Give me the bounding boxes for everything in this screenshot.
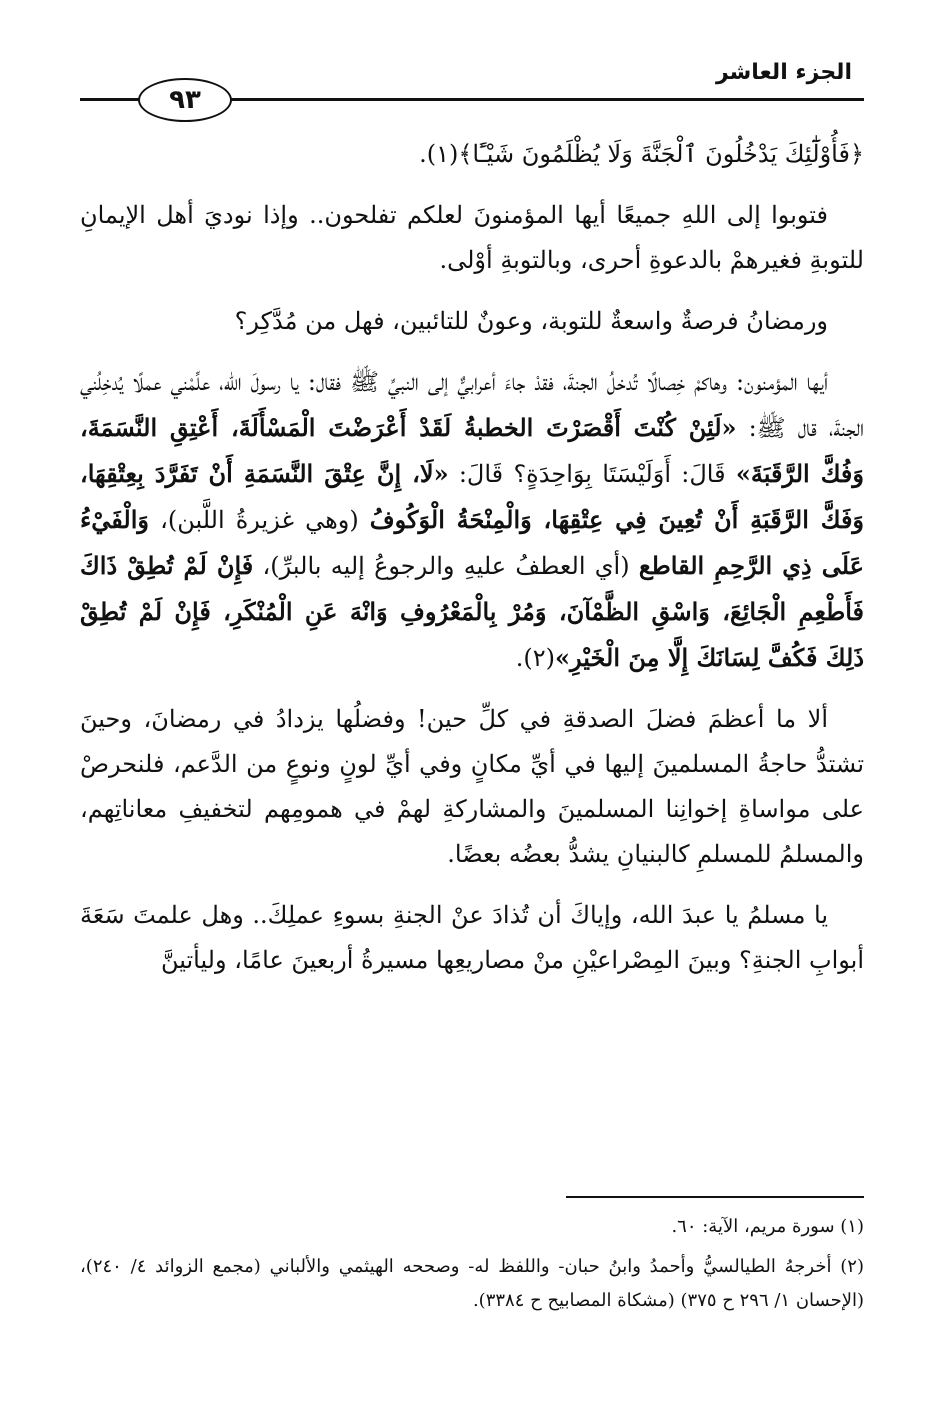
hadith-intro: أيها المؤمنون: وهاكمْ خِصالًا تُدخلُ الجنةَ، فقدْ جاءَ أعرابيٌّ إلى النبيِّ ﷺ فقال: يا رسولَ الله، علِّمْني عملًا يُدخِلُني الجنةَ، قال ﷺ: <box>80 368 864 442</box>
hadith-question: قَالَ: أَوَلَيْسَتَا بِوَاحِدَةٍ؟ قَالَ: <box>448 460 736 488</box>
footnote-separator <box>566 1196 864 1198</box>
hadith-text-1: «لَئِنْ كُنْتَ أَقْصَرْتَ الخطبةُ لَقَدْ أَعْرَضْتَ الْمَسْأَلَةَ، أَعْتِقِ النَّسَمَةَ، وَفُكَّ الرَّقَبَةَ» <box>80 413 864 488</box>
hadith-footnote-ref: (٢). <box>515 644 556 672</box>
hadith-text-4: فَإِنْ لَمْ تُطِقْ ذَاكَ فَأَطْعِمِ الْجَائِعَ، وَاسْقِ الظَّمْآنَ، وَمُرْ بِالْمَعْرُوفِ وَانْهَ عَنِ الْمُنْكَرِ، فَإِنْ لَمْ تُطِقْ ذَلِكَ فَكُفَّ لِسَانَكَ إِلَّا مِنَ الْخَيْرِ» <box>80 551 864 672</box>
hadith-gloss-1: (وهي غزيرةُ اللَّبن)، <box>149 506 370 534</box>
hadith-text-3: وَالْفَيْءُ عَلَى ذِي الرَّحِمِ القاطع <box>80 505 864 580</box>
main-text <box>80 132 864 999</box>
hadith-text-2: «لَا، إِنَّ عِتْقَ النَّسَمَةِ أَنْ تَفَرَّدَ بِعِتْقِهَا، وَفَكَّ الرَّقَبَةِ أَنْ تُعِينَ فِي عِتْقِهَا، وَالْمِنْحَةُ الْوَكُوفُ <box>80 459 865 534</box>
paragraph-paradise: يا مسلمُ يا عبدَ الله، وإياكَ أن تُذادَ عنْ الجنةِ بسوءِ عملِكَ.. وهل علمتَ سَعَةَ أبوابِ الجنةِ؟ وبينَ المِصْراعيْنِ منْ مصاريعِها مسيرةُ أربعينَ عامًا، وليأتينَّ <box>80 901 864 974</box>
paragraph-ramadan: ورمضانُ فرصةٌ واسعةٌ للتوبة، وعونٌ للتائبين، فهل من مُدَّكِر؟ <box>234 307 828 335</box>
hadith-gloss-2: (أي العطفُ عليهِ والرجوعُ إليه بالبرِّ)، <box>253 552 639 580</box>
quran-verse: ﴿فَأُوْلَٰٓئِكَ يَدْخُلُونَ ٱلْجَنَّةَ وَلَا يُظْلَمُونَ شَيْـًٔا﴾(١). <box>419 140 864 168</box>
paragraph-charity: ألا ما أعظمَ فضلَ الصدقةِ في كلِّ حين! وفضلُها يزدادُ في رمضانَ، وحينَ تشتدُّ حاجةُ المسلمينَ إليها في أيِّ مكانٍ وفي أيِّ لونٍ ونوعٍ من الدَّعم، فلنحرصْ على مواساةِ إخوانِنا المسلمينَ والمشاركةِ لهمْ في همومِهم لتخفيفِ معاناتِهم، والمسلمُ للمسلمِ كالبنيانِ يشدُّ بعضُه بعضًا. <box>80 705 864 868</box>
page-number: ٩٣ <box>138 78 232 122</box>
paragraph-repentance: فتوبوا إلى اللهِ جميعًا أيها المؤمنونَ لعلكم تفلحون.. وإذا نوديَ أهل الإيمانِ للتوبةِ فغيرهمْ بالدعوةِ أحرى، وبالتوبةِ أوْلى. <box>80 201 864 274</box>
running-title: الجزء العاشر <box>715 60 852 85</box>
footnotes <box>80 1210 864 1324</box>
paragraph-hadith <box>80 360 864 681</box>
footnote-1: (١) سورة مريم، الآية: ٦٠. <box>671 1216 864 1237</box>
footnote-2: (٢) أخرجهُ الطيالسيُّ وأحمدُ وابنُ حبان- واللفظ له- وصححه الهيثمي والألباني (مجمع الزوائد ٤/ ٢٤٠)، (الإحسان ١/ ٢٩٦ ح ٣٧٥) (مشكاة المصابيح ح ٣٣٨٤). <box>80 1256 864 1311</box>
